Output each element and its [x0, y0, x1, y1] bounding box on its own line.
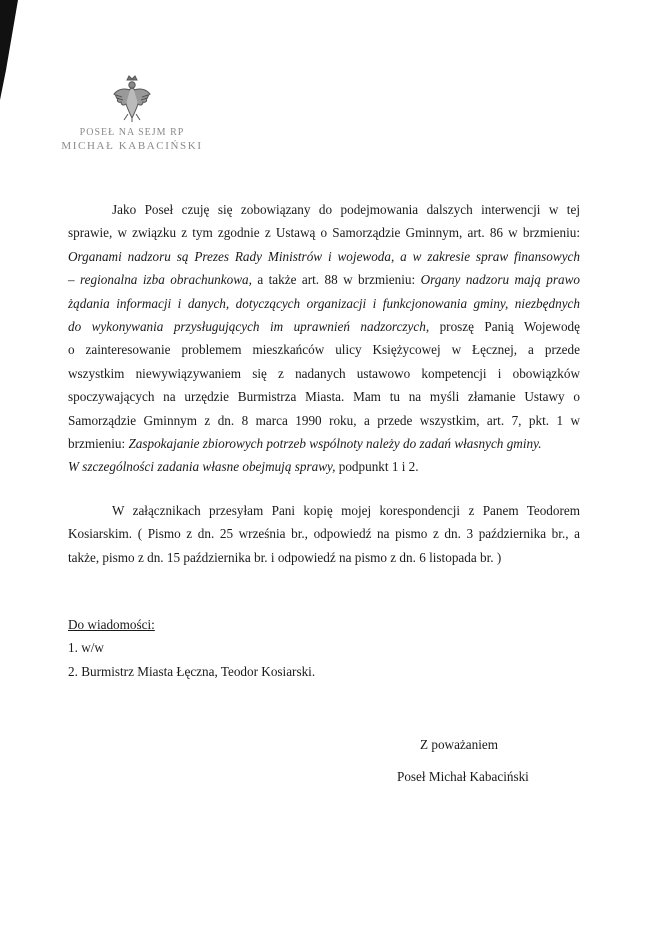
p1-line-4-text: a także art. 88 w brzmieniu: [251, 272, 421, 288]
distribution-list [68, 613, 315, 683]
p1-line-6-text: proszę Panią Wojewodę [429, 319, 580, 335]
p2-line-1: W załącznikach przesyłam Pani kopię mojej korespondencji z Panem Teodorem [112, 503, 580, 518]
p1-line-3 [68, 245, 580, 268]
p1-line-11-text: brzmieniu: [68, 436, 129, 452]
p1-line-11 [68, 432, 580, 455]
distribution-item-1: 1. w/w [68, 640, 104, 656]
quote-art-7-end: W szczególności zadania własne obejmują sprawy, [68, 459, 336, 475]
signature-name: Poseł Michał Kabaciński [397, 769, 529, 784]
p1-line-9: spoczywających na urzędzie Burmistrza Miasta. Mam tu na myśli złamanie Ustawy o [68, 389, 580, 405]
quote-art-86-end: – regionalna izba obrachunkowa, [68, 272, 252, 288]
quote-art-88-start: Organy nadzoru mają prawo [420, 272, 580, 288]
scan-edge-shadow [0, 0, 22, 120]
letterhead-office: POSEŁ NA SEJM RP [79, 127, 185, 138]
letterhead [52, 74, 212, 153]
paragraph-attachments [68, 499, 580, 569]
p1-line-8: wszystkim niewywiązywaniem się z nadanych ustawowo kompetencji i obowiązków [68, 365, 580, 381]
distribution-item-2: 2. Burmistrz Miasta Łęczna, Teodor Kosiarski. [68, 663, 316, 679]
quote-art-88: żądania informacji i danych, dotyczących organizacji i funkcjonowania gminy, niezbędnych [68, 295, 580, 311]
distribution-title: Do wiadomości: [68, 617, 155, 632]
p1-line-1: Jako Poseł czuję się zobowiązany do podejmowania dalszych interwencji w tej [112, 202, 580, 217]
p1-line-4 [68, 268, 580, 291]
p2-line-3: także, pismo z dn. 15 października br. i odpowiedź na pismo z dn. 6 listopada br. ) [68, 549, 502, 565]
p1-line-10: Samorządzie Gminnym z dn. 8 marca 1990 roku, a przede wszystkim, art. 7, pkt. 1 w [68, 412, 580, 428]
p1-line-12-text: podpunkt 1 i 2. [335, 459, 419, 475]
quote-art-88-end: do wykonywania przysługujących im uprawnień nadzorczych, [68, 319, 430, 335]
p1-line-5 [68, 292, 580, 315]
p1-line-6 [68, 315, 580, 338]
letterhead-name: MICHAŁ KABACIŃSKI [61, 140, 203, 152]
closing-block [397, 729, 529, 793]
paragraph-intervention [68, 198, 580, 479]
p1-line-2: sprawie, w związku z tym zgodnie z Ustawą o Samorządzie Gminnym, art. 86 w brzmieniu: [68, 225, 580, 241]
polish-eagle-emblem-icon [112, 74, 152, 122]
p2-line-2: Kosiarskim. ( Pismo z dn. 25 września br., odpowiedź na pismo z dn. 3 października br., a [68, 526, 580, 542]
p1-line-7: o zainteresowanie problemem mieszkańców ulicy Księżycowej w Łęcznej, a przede [68, 342, 580, 358]
p1-line-12 [68, 455, 580, 478]
closing-greeting: Z poważaniem [420, 737, 498, 752]
quote-art-7: Zaspokajanie zbiorowych potrzeb wspólnoty należy do zadań własnych gminy. [128, 436, 542, 452]
quote-art-86: Organami nadzoru są Prezes Rady Ministrów i wojewoda, a w zakresie spraw finansowych [68, 248, 580, 264]
